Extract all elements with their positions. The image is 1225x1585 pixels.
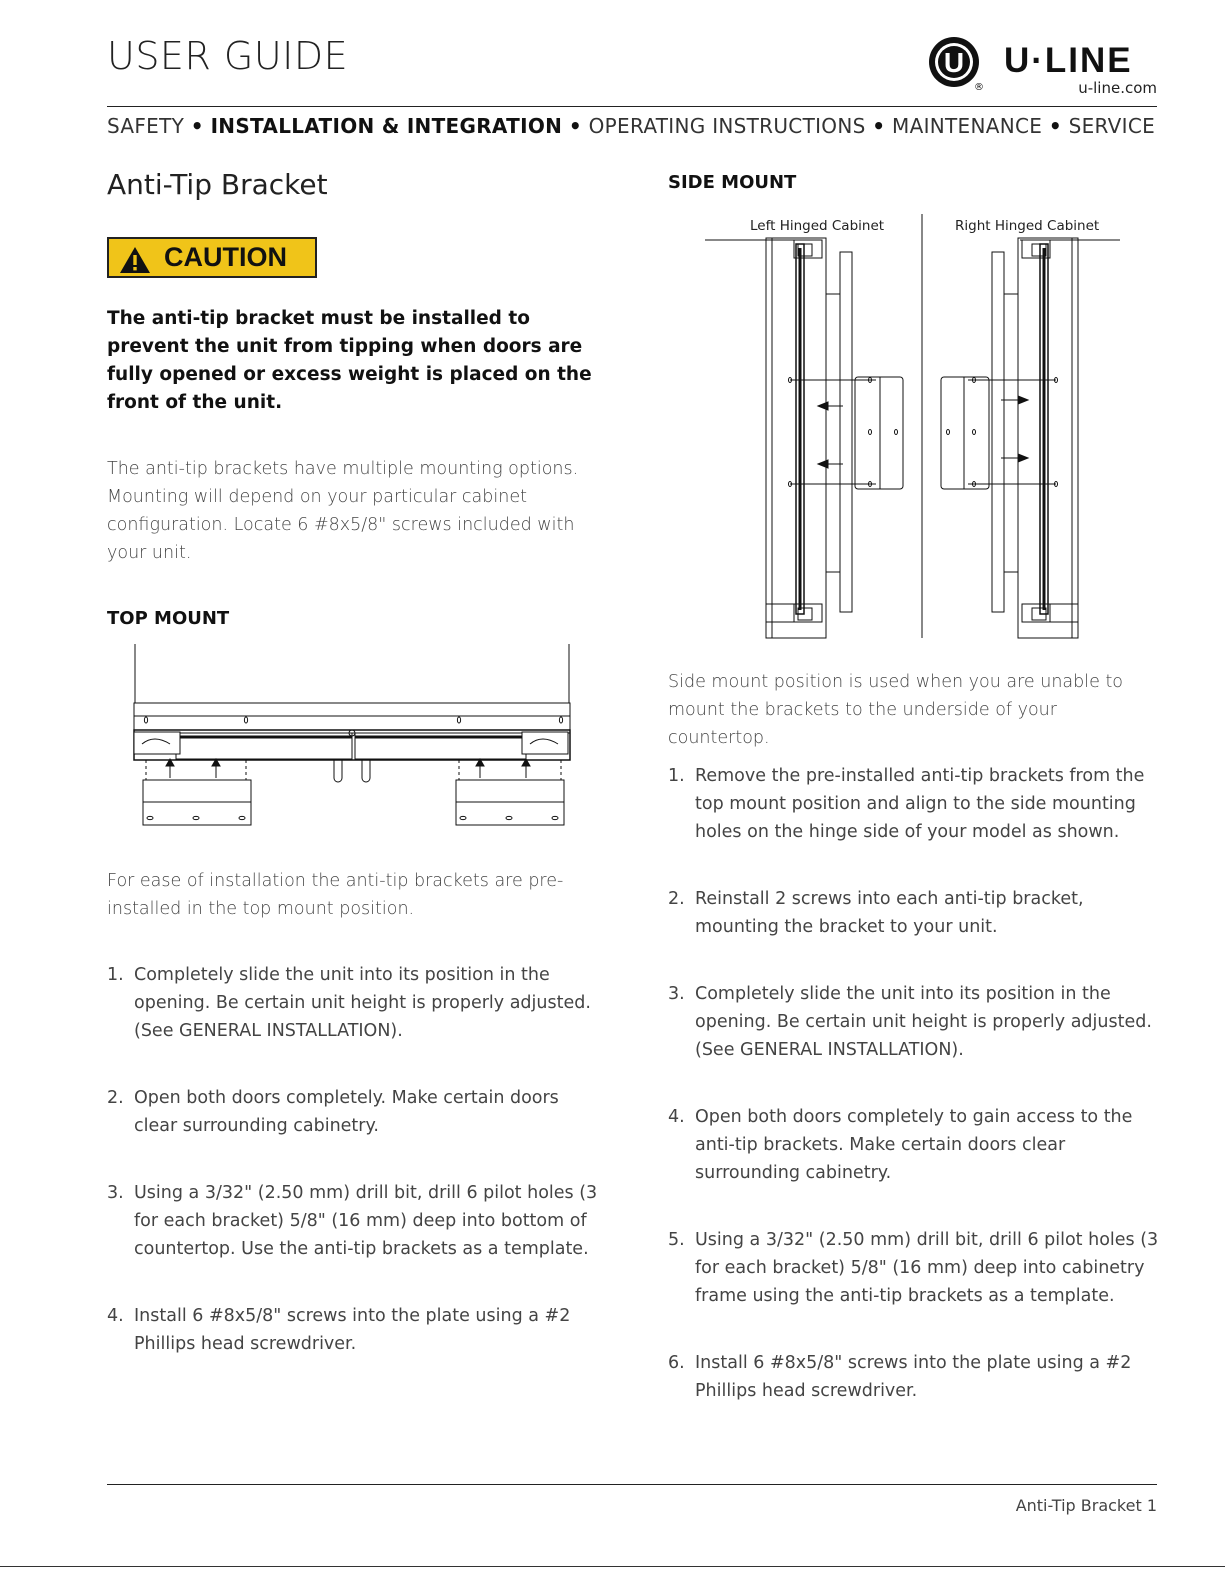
nav-separator: • xyxy=(872,114,886,138)
logo-wordmark: U·LINE xyxy=(1004,41,1133,80)
list-item: 4. Open both doors completely to gain access to the anti-tip brackets. Make certain doors clear surrounding cabinetry. xyxy=(668,1107,1133,1183)
nav-item-operating: OPERATING INSTRUCTIONS xyxy=(588,114,866,138)
page-footer: Anti-Tip Bracket 1 xyxy=(1015,1496,1157,1515)
top-mount-heading: TOP MOUNT xyxy=(107,608,230,629)
warning-triangle-icon xyxy=(119,246,151,274)
page-edge xyxy=(0,1566,1225,1567)
logo-mark: U xyxy=(943,47,965,78)
list-item: 3. Using a 3/32" (2.50 mm) drill bit, drill 6 pilot holes (3 for each bracket) 5/8" (16 mm) deep into bottom of countertop. Use the anti-tip brackets as a template. xyxy=(107,1183,598,1259)
right-hinged-label: Right Hinged Cabinet xyxy=(955,218,1100,234)
nav-separator: • xyxy=(1048,114,1062,138)
list-item: 3. Completely slide the unit into its position in the opening. Be certain unit height is properly adjusted. (See GENERAL INSTALLATION). xyxy=(668,984,1152,1060)
list-item: 2. Reinstall 2 screws into each anti-tip bracket, mounting the bracket to your unit. xyxy=(668,889,1084,937)
list-item: 5. Using a 3/32" (2.50 mm) drill bit, drill 6 pilot holes (3 for each bracket) 5/8" (16 mm) deep into cabinetry frame using the anti-tip brackets as a template. xyxy=(668,1230,1159,1306)
list-item: 1. Completely slide the unit into its position in the opening. Be certain unit height is properly adjusted. (See GENERAL INSTALLATION). xyxy=(107,965,591,1041)
caution-label: CAUTION xyxy=(164,242,287,272)
side-mount-diagram xyxy=(700,212,1125,642)
side-mount-description: Side mount position is used when you are unable to mount the brackets to the underside of your countertop. xyxy=(668,672,1124,748)
guide-title: USER GUIDE xyxy=(107,34,349,78)
list-item: 2. Open both doors completely. Make certain doors clear surrounding cabinetry. xyxy=(107,1088,559,1136)
caution-badge xyxy=(107,237,317,278)
list-item: 6. Install 6 #8x5/8" screws into the plate using a #2 Phillips head screwdriver. xyxy=(668,1353,1132,1401)
registered-mark: ® xyxy=(974,82,984,93)
list-item: 1. Remove the pre-installed anti-tip brackets from the top mount position and align to the side mounting holes on the hinge side of your model as shown. xyxy=(668,766,1145,842)
header-rule xyxy=(107,106,1157,107)
site-url: u-line.com xyxy=(1078,79,1157,97)
nav-item-safety: SAFETY xyxy=(107,114,185,138)
list-item: 4. Install 6 #8x5/8" screws into the plate using a #2 Phillips head screwdriver. xyxy=(107,1306,571,1354)
top-mount-description: For ease of installation the anti-tip brackets are pre-installed in the top mount position. xyxy=(107,871,564,919)
nav-separator: • xyxy=(190,114,204,138)
top-mount-diagram xyxy=(130,640,575,830)
section-title: Anti-Tip Bracket xyxy=(107,168,328,201)
nav-separator: • xyxy=(568,114,582,138)
nav-item-maintenance: MAINTENANCE xyxy=(892,114,1043,138)
warning-text: The anti-tip bracket must be installed to prevent the unit from tipping when doors are fully opened or excess weight is placed on the front of the unit. xyxy=(107,308,592,413)
side-mount-heading: SIDE MOUNT xyxy=(668,172,797,193)
top-mount-steps xyxy=(107,961,602,1397)
left-hinged-label: Left Hinged Cabinet xyxy=(750,218,885,234)
nav-item-installation: INSTALLATION & INTEGRATION xyxy=(210,114,563,138)
section-nav xyxy=(107,114,1157,138)
nav-item-service: SERVICE xyxy=(1068,114,1156,138)
side-mount-steps xyxy=(668,762,1163,1444)
intro-paragraph: The anti-tip brackets have multiple mounting options. Mounting will depend on your particular cabinet configuration. Locate 6 #8x5/8" screws included with your unit. xyxy=(107,459,579,563)
footer-rule xyxy=(107,1484,1157,1485)
